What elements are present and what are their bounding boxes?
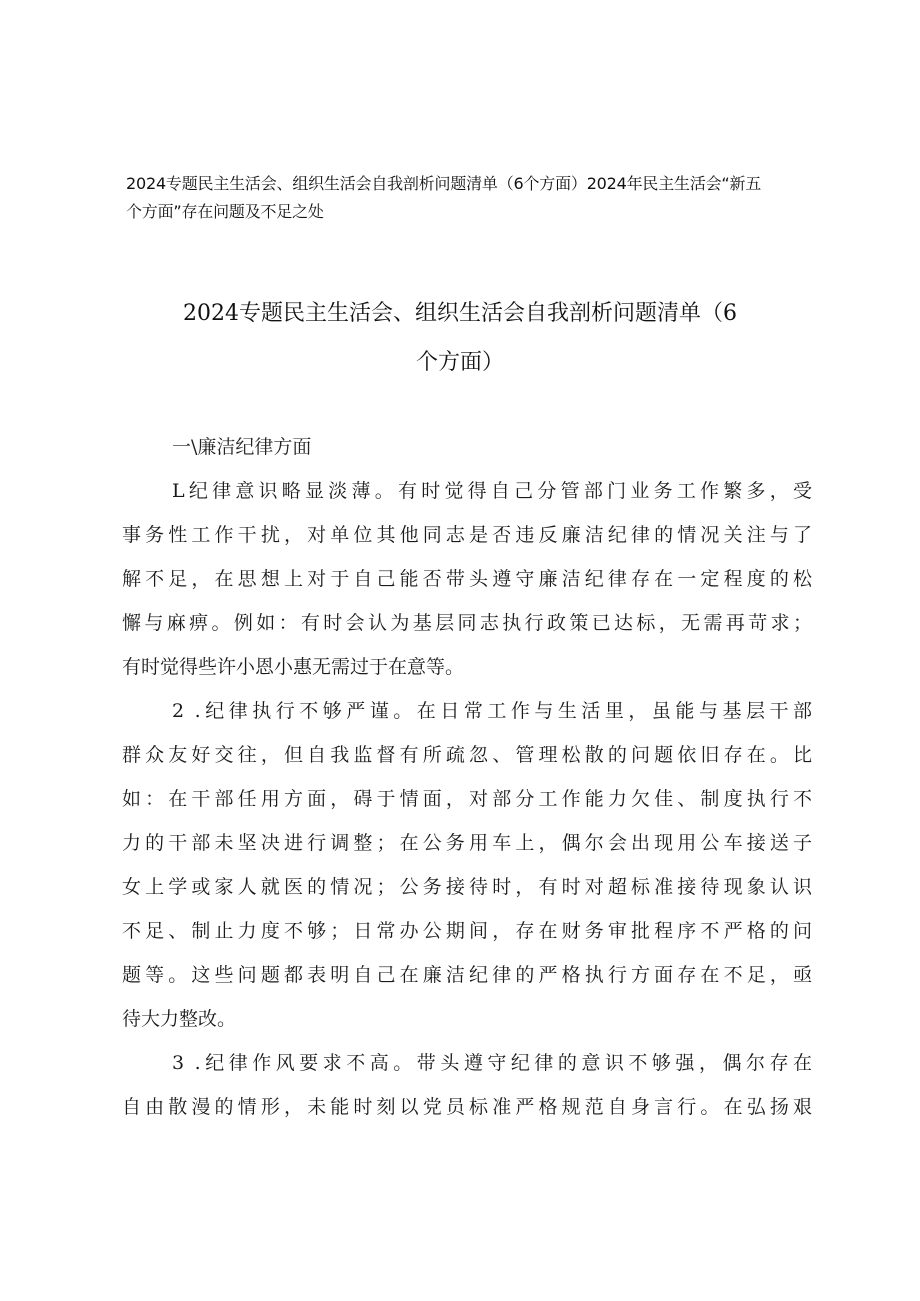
document-title-line-1: 2024专题民主生活会、组织生活会自我剖析问题清单（6 <box>183 301 737 326</box>
paragraph-2-line: 不足、制止力度不够；日常办公期间，存在财务审批程序不严格的问 <box>122 920 812 942</box>
paragraph-1-line: 懈与麻痹。例如：有时会认为基层同志执行政策已达标，无需再苛求； <box>122 612 812 634</box>
paragraph-3-line: 3 .纪律作风要求不高。带头遵守纪律的意识不够强，偶尔存在 <box>172 1052 812 1074</box>
paragraph-1-line: 有时觉得些许小恩小惠无需过于在意等。 <box>122 656 465 678</box>
paragraph-2-line: 题等。这些问题都表明自己在廉洁纪律的严格执行方面存在不足，亟 <box>122 964 812 986</box>
paragraph-2-line: 2 .纪律执行不够严谨。在日常工作与生活里，虽能与基层干部 <box>172 700 812 722</box>
document-title-line-2: 个方面） <box>415 350 504 375</box>
paragraph-2-line: 力的干部未坚决进行调整；在公务用车上，偶尔会出现用公车接送子 <box>122 832 812 854</box>
paragraph-2-line: 女上学或家人就医的情况；公务接待时，有时对超标准接待现象认识 <box>122 876 812 898</box>
document-header-line-1: 2024专题民主生活会、组织生活会自我剖析问题清单（6个方面）2024年民主生活会“新五 <box>126 174 762 193</box>
paragraph-1-line: L纪律意识略显淡薄。有时觉得自己分管部门业务工作繁多，受 <box>172 480 812 502</box>
paragraph-2-line: 群众友好交往，但自我监督有所疏忽、管理松散的问题依旧存在。比 <box>122 744 812 766</box>
paragraph-2-line: 如：在干部任用方面，碍于情面，对部分工作能力欠佳、制度执行不 <box>122 788 812 810</box>
paragraph-1-line: 解不足，在思想上对于自己能否带头遵守廉洁纪律存在一定程度的松 <box>122 568 812 590</box>
section-heading: 一\廉洁纪律方面 <box>172 436 312 458</box>
paragraph-3-line: 自由散漫的情形，未能时刻以党员标准严格规范自身言行。在弘扬艰 <box>122 1096 812 1118</box>
paragraph-1-line: 事务性工作干扰，对单位其他同志是否违反廉洁纪律的情况关注与了 <box>122 524 812 546</box>
paragraph-2-line: 待大力整改。 <box>122 1008 237 1030</box>
document-header-line-2: 个方面”存在问题及不足之处 <box>126 202 324 221</box>
